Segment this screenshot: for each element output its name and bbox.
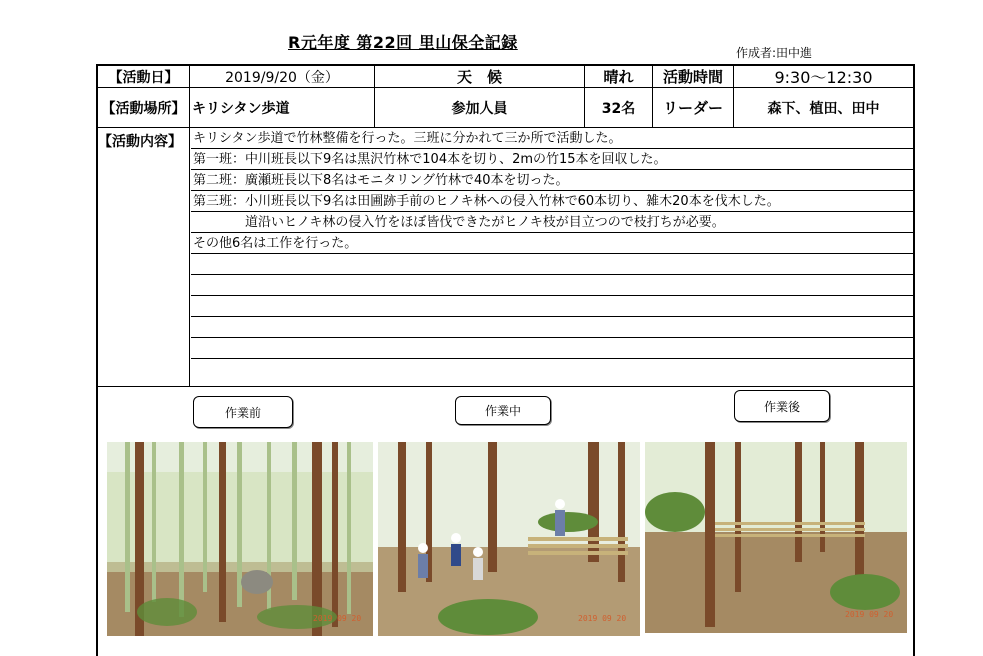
before-date-stamp: 2019 09 20 <box>313 614 362 623</box>
content-line <box>191 296 913 317</box>
content-line <box>191 275 913 296</box>
content-line <box>191 317 913 338</box>
content-line <box>191 359 913 386</box>
activity-content <box>98 128 913 387</box>
before-caption: 作業前 <box>193 396 293 428</box>
after-photo <box>645 442 907 633</box>
content-line: 第二班：廣瀬班長以下8名はモニタリング竹林で40本を切った。 <box>191 170 913 191</box>
during-photo <box>378 442 640 636</box>
content-line: 第一班：中川班長以下9名は黒沢竹林で104本を切り、2mの竹15本を回収した。 <box>191 149 913 170</box>
during-date-stamp: 2019 09 20 <box>578 614 627 623</box>
content-line: 第三班：小川班長以下9名は田圃跡手前のヒノキ林への侵入竹林で60本切り、雑木20本を伐木した。 <box>191 191 913 212</box>
time-label: 活動時間 <box>653 66 734 88</box>
after-caption: 作業後 <box>734 390 830 422</box>
before-photo <box>107 442 373 636</box>
leader-value: 森下、植田、田中 <box>734 88 913 128</box>
weather-value: 晴れ <box>585 66 653 88</box>
date-label: 【活動日】 <box>98 66 190 88</box>
date-value: 2019/9/20（金） <box>190 66 375 88</box>
content-line: 道沿いヒノキ林の侵入竹をほぼ皆伐できたがヒノキ枝が目立つので枝打ちが必要。 <box>191 212 913 233</box>
participants-label: 参加人員 <box>375 88 585 128</box>
participants-value: 32名 <box>585 88 653 128</box>
content-line <box>191 338 913 359</box>
leader-label: リーダー <box>653 88 734 128</box>
content-line: その他6名は工作を行った。 <box>191 233 913 254</box>
content-line <box>191 254 913 275</box>
header-table <box>98 66 913 128</box>
content-label: 【活動内容】 <box>98 128 190 386</box>
content-line: キリシタン歩道で竹林整備を行った。三班に分かれて三か所で活動した。 <box>191 128 913 149</box>
place-label: 【活動場所】 <box>98 88 190 128</box>
time-value: 9:30〜12:30 <box>734 66 913 88</box>
author-label: 作成者:田中進 <box>736 46 813 60</box>
after-date-stamp: 2019 09 20 <box>845 610 894 619</box>
weather-label: 天 候 <box>375 66 585 88</box>
page-title: R元年度 第22回 里山保全記録 <box>288 33 518 52</box>
place-value: キリシタン歩道 <box>190 88 375 128</box>
during-caption: 作業中 <box>455 396 551 425</box>
